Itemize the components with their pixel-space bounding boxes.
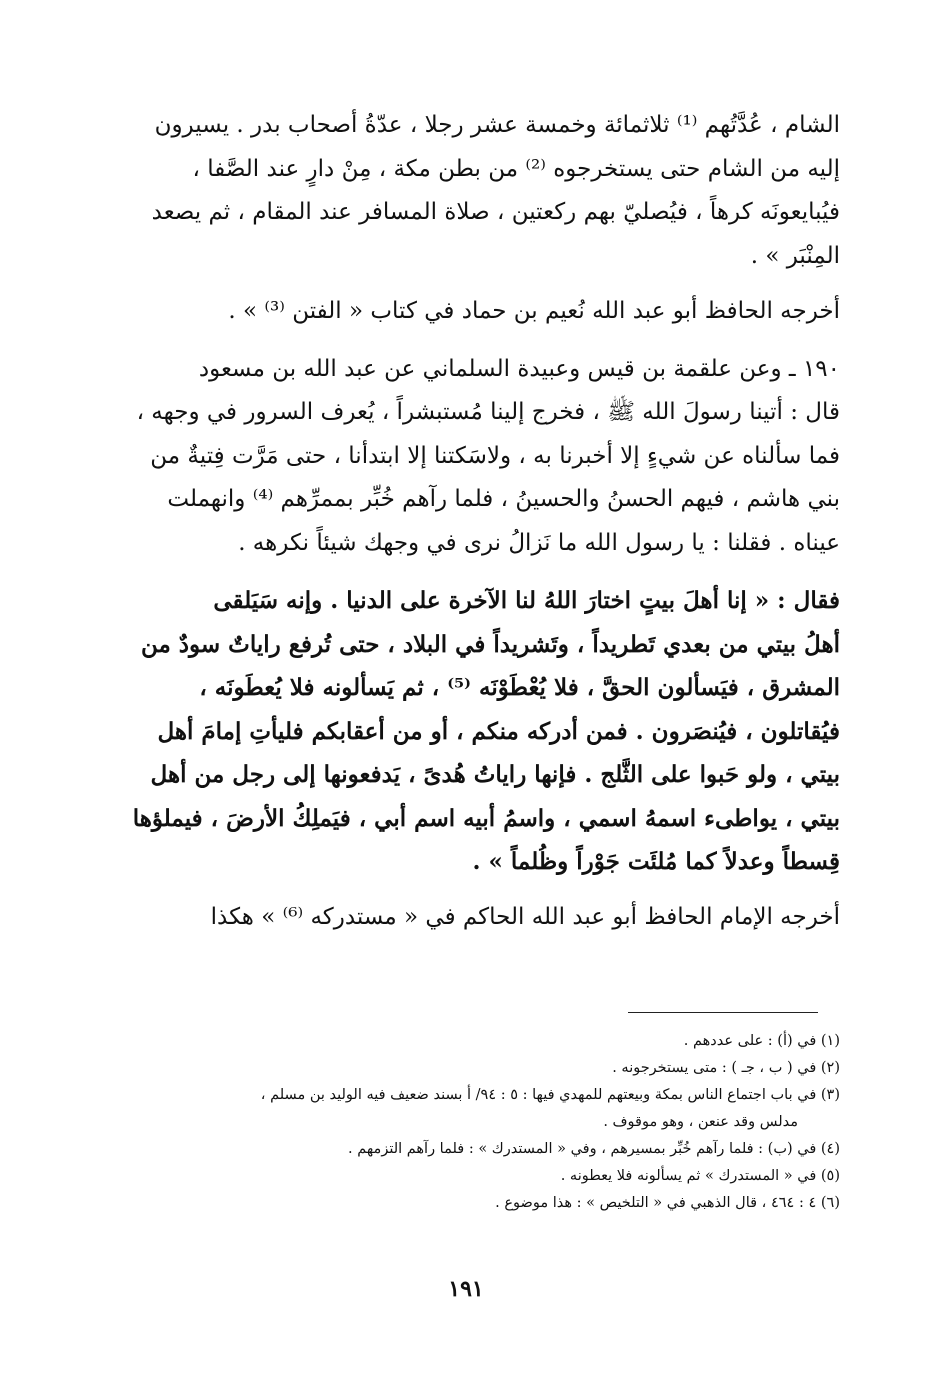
text-line: بيتي ، يواطىء اسمهُ اسمي ، واسمُ أبيه اسم أبي ، فيَملِكُ الأرضَ ، فيملؤها — [132, 804, 840, 832]
paragraph-3 — [132, 348, 840, 566]
footnotes — [132, 1028, 840, 1217]
text-line: فيُقاتلون ، فيُنصَرون . فمن أدركه منكم ، أو من أعقابكم فليأتِ إمامَ أهل — [157, 717, 840, 745]
text-line: فما سألناه عن شيءٍ إلا أخبرنا به ، ولاسَكتنا إلا ابتدأنا ، حتى مَرَّت فِتيةٌ من — [150, 442, 840, 469]
text-line: أهلُ بيتي من بعدي تَطريداً ، وتَشريداً في البلاد ، حتى تُرفع راياتٌ سودٌ من — [140, 630, 840, 658]
paragraph-5 — [132, 896, 840, 940]
text-line: فيُبايعونَه كرهاً ، فيُصليّ بهم ركعتين ، صلاة المسافر عند المقام ، ثم يصعد — [151, 199, 840, 225]
text-line: أخرجه الإمام الحافظ أبو عبد الله الحاكم في « مستدركه ⁽⁶⁾ » هكذا — [210, 903, 840, 930]
text-line: إليه من الشام حتى يستخرجوه ⁽²⁾ من بطن مكة ، مِنْ دارٍ عند الصَّفا ، — [192, 155, 840, 182]
footnote-item: (٦) ٤ : ٤٦٤ ، قال الذهبي في « التلخيص » : هذا موضوع . — [495, 1195, 840, 1211]
footnote-item: (٢) في ( ب ، جـ ) : متى يستخرجونه . — [612, 1060, 840, 1076]
text-line: قال : أتينا رسولَ الله ﷺ ، فخرج إلينا مُستبشراً ، يُعرف السرور في وجهه ، — [136, 399, 840, 425]
text-line: المِنْبَر » . — [750, 242, 840, 269]
main-text — [132, 104, 840, 939]
footnote-item: (٤) في (ب) : فلما رآهم خُبِّر بمسيرهم ، وفي « المستدرك » : فلما رآهم التزمهم . — [348, 1141, 840, 1157]
text-line: قِسطاً وعدلاً كما مُلئَت جَوْراً وظُلماً » . — [472, 848, 840, 875]
text-line: فقال : « إنا أهلَ بيتٍ اختارَ اللهُ لنا الآخرة على الدنيا . وإنه سَيَلقى — [213, 587, 840, 614]
footnote-item: (١) في (أ) : على عددهم . — [683, 1033, 840, 1049]
text-line: ١٩٠ ـ وعن علقمة بن قيس وعبيدة السلماني عن عبد الله بن مسعود — [198, 355, 840, 382]
text-line: المشرق ، فيَسألون الحقَّ ، فلا يُعْطَوْنَه ⁽⁵⁾ ، ثم يَسألونه فلا يُعطَونَه ، — [199, 674, 840, 701]
paragraph-1 — [132, 104, 840, 278]
page-number: ١٩١ — [448, 1276, 484, 1302]
text-line: بني هاشم ، فيهم الحسنُ والحسينُ ، فلما رآهم خُبِّر بممرِّهم ⁽⁴⁾ وانهملت — [167, 486, 840, 512]
text-line: بيتي ، ولو حَبوا على الثَّلج . فإنها راياتُ هُدىً ، يَدفعونها إلى رجل من أهل — [150, 761, 840, 788]
text-line: أخرجه الحافظ أبو عبد الله نُعيم بن حماد في كتاب « الفتن ⁽³⁾ » . — [228, 298, 840, 324]
text-line: عيناه . فقلنا : يا رسول الله ما نَزالُ نرى في وجهك شيئاً نكرهه . — [238, 529, 840, 556]
footnote-item: (٣) في باب اجتماع الناس بمكة وبيعتهم للمهدي فيها : ٥ : ٩٤/ أ بسند ضعيف فيه الوليد بن مسلم ، — [260, 1087, 840, 1103]
footnote-continuation: مدلس وقد عنعن ، وهو موقوف . — [603, 1114, 798, 1130]
paragraph-2 — [132, 290, 840, 334]
text-line: الشام ، عُدَّتُهم ⁽¹⁾ ثلاثمائة وخمسة عشر رجلا ، عدّةُ أصحاب بدر . يسيرون — [154, 112, 840, 138]
footnote-divider — [628, 1012, 818, 1013]
paragraph-4-hadith — [132, 579, 840, 884]
footnote-item: (٥) في « المستدرك » ثم يسألونه فلا يعطونه . — [560, 1168, 840, 1184]
